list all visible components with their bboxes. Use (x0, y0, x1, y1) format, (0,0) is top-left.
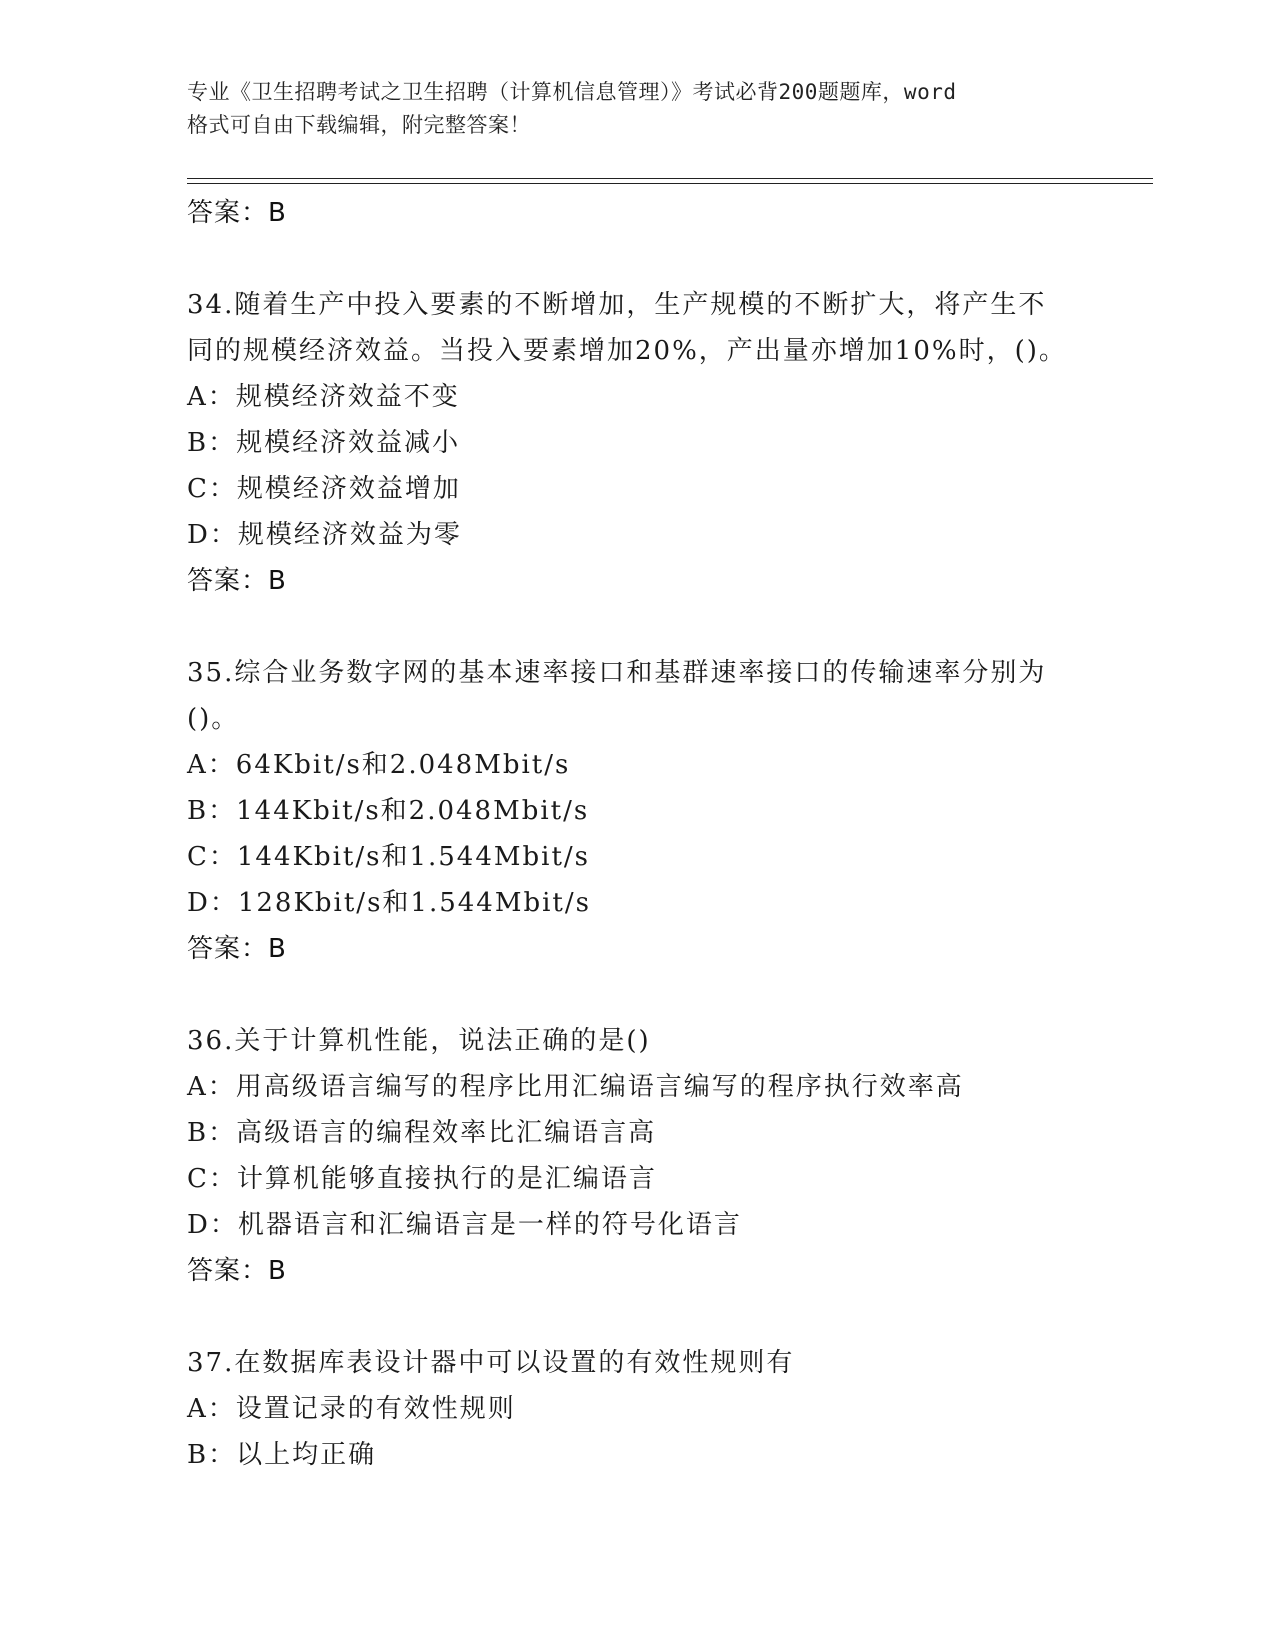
option-c: C：144Kbit/s和1.544Mbit/s (187, 842, 591, 872)
answer-line: 答案：B (187, 198, 287, 228)
option-a: A：64Kbit/s和2.048Mbit/s (187, 750, 571, 780)
option-a: A：规模经济效益不变 (187, 382, 460, 412)
spacer (187, 1294, 1147, 1340)
option-a: A：设置记录的有效性规则 (187, 1394, 516, 1424)
question-block (187, 1018, 1147, 1294)
spacer (187, 604, 1147, 650)
option-b: B：规模经济效益减小 (187, 428, 461, 458)
option-b: B：144Kbit/s和2.048Mbit/s (187, 796, 590, 826)
option-c: C：规模经济效益增加 (187, 474, 461, 504)
question-block (187, 650, 1147, 972)
header-divider-bottom (187, 183, 1153, 184)
header-line-1: 专业《卫生招聘考试之卫生招聘（计算机信息管理）》考试必背200题题库，word (187, 80, 957, 104)
option-d: D：机器语言和汇编语言是一样的符号化语言 (187, 1210, 742, 1240)
option-a: A：用高级语言编写的程序比用汇编语言编写的程序执行效率高 (187, 1072, 964, 1102)
question-block (187, 1340, 1147, 1478)
answer-line: 答案：B (187, 934, 287, 964)
option-d: D：128Kbit/s和1.544Mbit/s (187, 888, 591, 918)
option-b: B：高级语言的编程效率比汇编语言高 (187, 1118, 657, 1148)
option-b: B：以上均正确 (187, 1440, 377, 1470)
spacer (187, 972, 1147, 1018)
question-stem: 36.关于计算机性能，说法正确的是() (187, 1026, 651, 1056)
option-c: C：计算机能够直接执行的是汇编语言 (187, 1164, 657, 1194)
question-block (187, 282, 1147, 604)
answer-line: 答案：B (187, 566, 287, 596)
question-stem: 34.随着生产中投入要素的不断增加，生产规模的不断扩大，将产生不 (187, 290, 1047, 320)
question-list (187, 190, 1147, 1478)
header-line-2: 格式可自由下载编辑，附完整答案！ (187, 113, 531, 137)
question-stem: 37.在数据库表设计器中可以设置的有效性规则有 (187, 1348, 795, 1378)
option-d: D：规模经济效益为零 (187, 520, 462, 550)
spacer (187, 236, 1147, 282)
question-stem: 同的规模经济效益。当投入要素增加20%，产出量亦增加10%时，()。 (187, 336, 1067, 366)
answer-line: 答案：B (187, 1256, 287, 1286)
question-stem: 35.综合业务数字网的基本速率接口和基群速率接口的传输速率分别为 (187, 658, 1047, 688)
question-stem: ()。 (187, 704, 240, 734)
header-divider-top (187, 178, 1153, 179)
document-header (187, 76, 1087, 142)
